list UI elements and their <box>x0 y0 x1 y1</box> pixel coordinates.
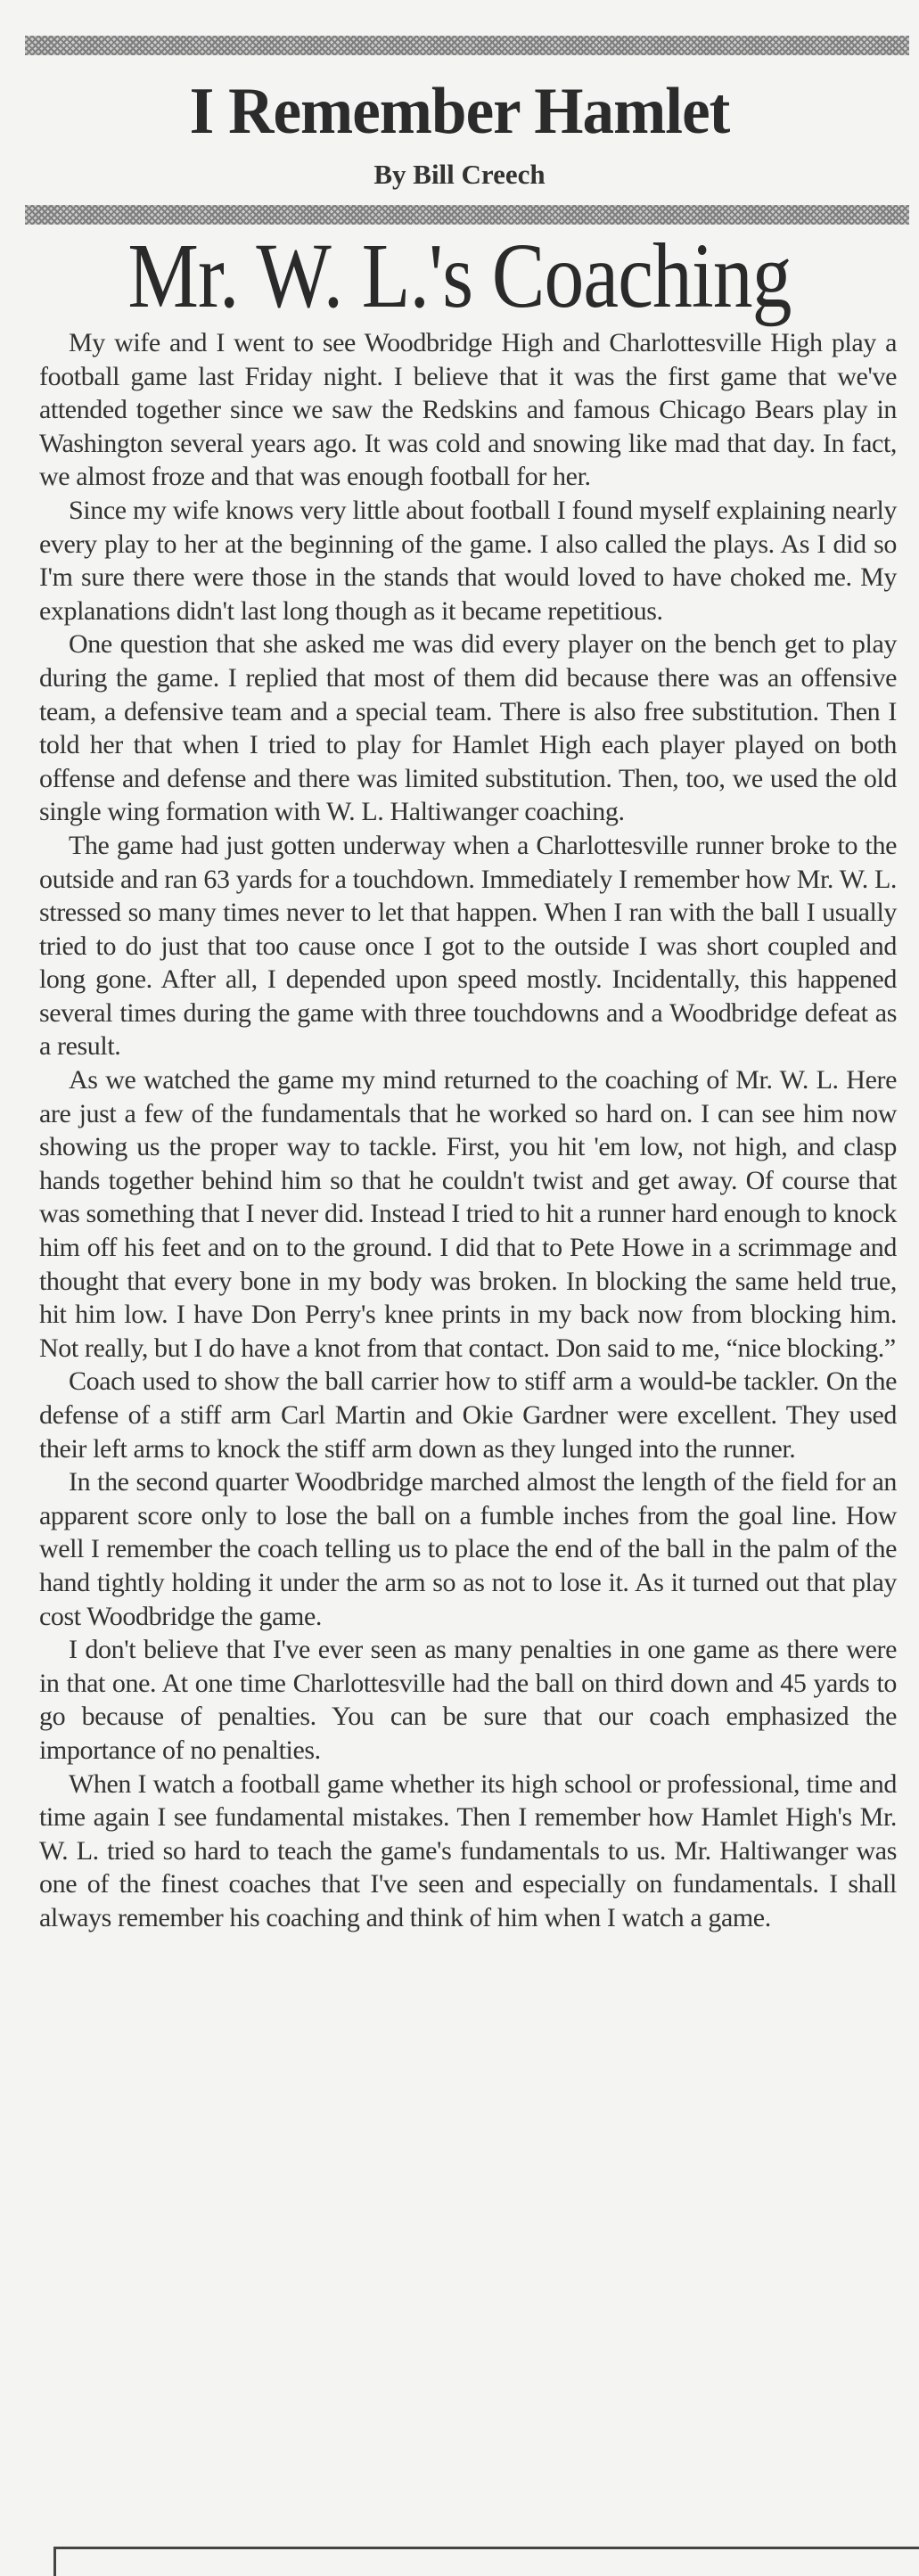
paragraph: I don't believe that I've ever seen as many penalties in one game as there were in that one. At one time Charlottesville had the ball on third down and 45 yards to go because of penalties. You can be sure that our coach emphasized the importance of no penalties. <box>39 1635 897 1765</box>
paragraph: The game had just gotten underway when a Charlottesville runner broke to the outside and ran 63 yards for a touchdown. Immediately I remember how Mr. W. L. stressed so many times never to let that happen. When I ran with the ball I usually tried to do just that too cause once I got to the outside I was short coupled and long gone. After all, I depended upon speed mostly. Incidentally, this happened several times during the game with three touchdowns and a Woodbridge defeat as a result. <box>39 830 897 1062</box>
paragraph: In the second quarter Woodbridge marched almost the length of the field for an apparent score only to lose the ball on a fumble inches from the goal line. How well I remember the coach telling us to place the end of the ball in the palm of the hand tightly holding it under the arm so as not to lose it. As it turned out that play cost Woodbridge the game. <box>39 1467 897 1631</box>
paragraph: My wife and I went to see Woodbridge High and Charlottesville High play a football game last Friday night. I believe that it was the first game that we've attended together since we saw the Redskins and famous Chicago Bears play in Washington several years ago. It was cold and snowing like mad that day. In fact, we almost froze and that was enough football for her. <box>39 328 897 492</box>
paragraph: Coach used to show the ball carrier how to stiff arm a would-be tackler. On the defense of a stiff arm Carl Martin and Okie Gardner were excellent. They used their left arms to knock the stiff arm down as they lunged into the runner. <box>39 1366 897 1464</box>
next-article-border <box>53 2547 919 2576</box>
decorative-rule-top <box>25 36 909 55</box>
decorative-rule-middle <box>25 205 909 225</box>
byline: By Bill Creech <box>373 159 546 190</box>
paragraph: As we watched the game my mind returned to the coaching of Mr. W. L. Here are just a few of the fundamentals that he worked so hard on. I can see him now showing us the proper way to tackle. First, you hit 'em low, not high, and clasp hands together behind him so that he couldn't twist and get away. Of course that was something that I never did. Instead I tried to hit a runner hard enough to knock him off his feet and on to the ground. I did that to Pete Howe in a scrimmage and thought that every bone in my body was broken. In blocking the same held true, hit him low. I have Don Perry's knee prints in my back now from blocking him. Not really, but I do have a knot from that contact. Don said to me, “nice blocking.” <box>39 1065 897 1363</box>
column-title: I Remember Hamlet <box>189 75 730 148</box>
article-headline: Mr. W. L.'s Coaching <box>127 225 792 327</box>
paragraph: When I watch a football game whether its high school or professional, time and time again I see fundamental mistakes. Then I remember how Hamlet High's Mr. W. L. tried so hard to teach the game's fundamentals to us. Mr. Haltiwanger was one of the finest coaches that I've seen and especially on fundamentals. I shall always remember his coaching and think of him when I watch a game. <box>39 1768 897 1932</box>
paragraph: Since my wife knows very little about football I found myself explaining nearly every play to her at the beginning of the game. I also called the plays. As I did so I'm sure there were those in the stands that would loved to have choked me. My explanations didn't last long though as it became repetitious. <box>39 495 897 626</box>
paragraph: One question that she asked me was did every player on the bench get to play during the game. I replied that most of them did because there was an offensive team, a defensive team and a special team. There is also free substitution. Then I told her that when I tried to play for Hamlet High each player played on both offense and defense and there was limited substitution. Then, too, we used the old single wing formation with W. L. Haltiwanger coaching. <box>39 629 897 827</box>
article-body <box>39 326 897 1935</box>
